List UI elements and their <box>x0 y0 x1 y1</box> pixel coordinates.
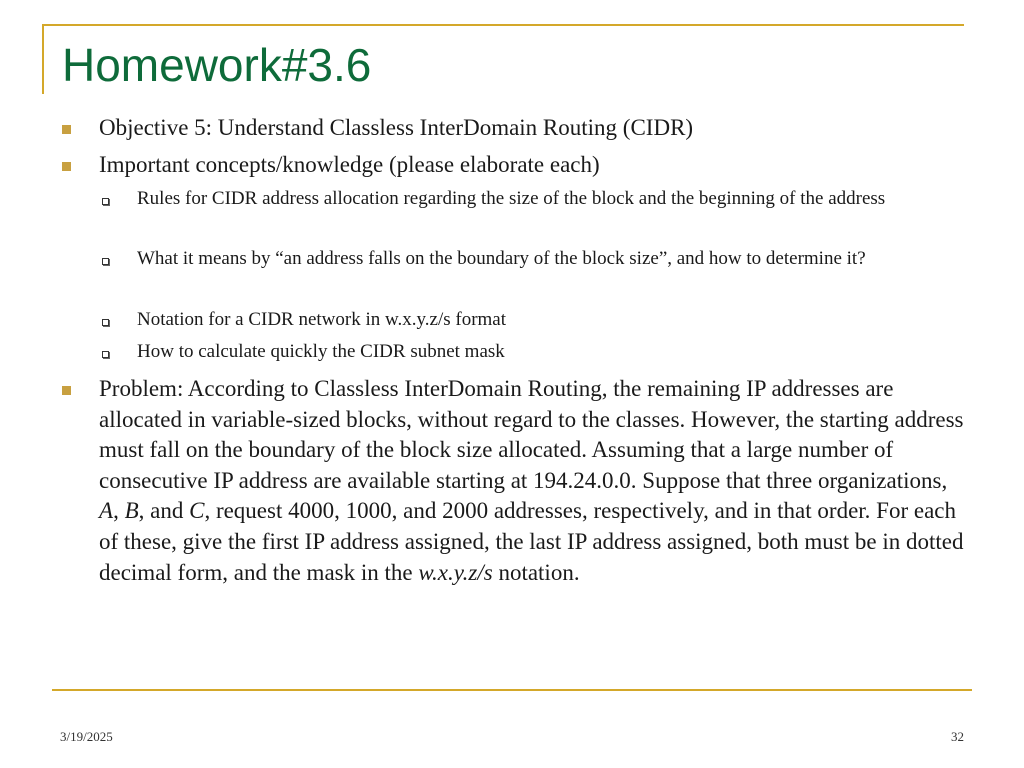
footer-date: 3/19/2025 <box>60 729 113 744</box>
org-a: A <box>99 498 114 524</box>
hollow-square-bullet-icon <box>102 351 109 358</box>
square-bullet-icon <box>62 162 71 171</box>
square-bullet-icon <box>62 386 71 395</box>
page-title: Homework#3.6 <box>62 39 372 91</box>
top-divider <box>42 24 964 26</box>
hollow-square-bullet-icon <box>102 198 109 205</box>
problem-text: Problem: According to Classless InterDomain Routing, the remaining IP addresses are allocated in variable-sized blocks, without regard to the classes. However, the starting address must fall on the boundary of the block size allocated. Assuming that a large number of consecutive IP address are available starting at 194.24.0.0. Suppose that three organizations, A, B, and C, request 4000, 1000, and 2000 addresses, respectively, and in that order. For each of these, give the first IP address assigned, the last IP address assigned, both must be in dotted decimal form, and the mask in the w.x.y.z/s notation. <box>99 376 964 585</box>
square-bullet-icon <box>62 125 71 134</box>
bullet-text: Important concepts/knowledge (please elaborate each) <box>99 152 600 177</box>
org-b: B <box>124 498 139 524</box>
sub-bullet-text: How to calculate quickly the CIDR subnet mask <box>137 341 505 362</box>
bottom-divider <box>52 689 972 691</box>
hollow-square-bullet-icon <box>102 258 109 265</box>
cidr-notation: w.x.y.z/s <box>418 559 493 585</box>
hollow-square-bullet-icon <box>102 319 109 326</box>
page-number: 32 <box>951 729 964 744</box>
sub-bullet-text: Rules for CIDR address allocation regarding the size of the block and the beginning of the address <box>137 188 886 209</box>
sub-bullet-text: Notation for a CIDR network in w.x.y.z/s format <box>137 309 507 330</box>
org-c: C <box>189 498 205 524</box>
bullet-text: Objective 5: Understand Classless InterDomain Routing (CIDR) <box>99 115 694 140</box>
left-divider <box>42 24 44 94</box>
sub-bullet-text: What it means by “an address falls on the boundary of the block size”, and how to determine it? <box>137 248 866 269</box>
